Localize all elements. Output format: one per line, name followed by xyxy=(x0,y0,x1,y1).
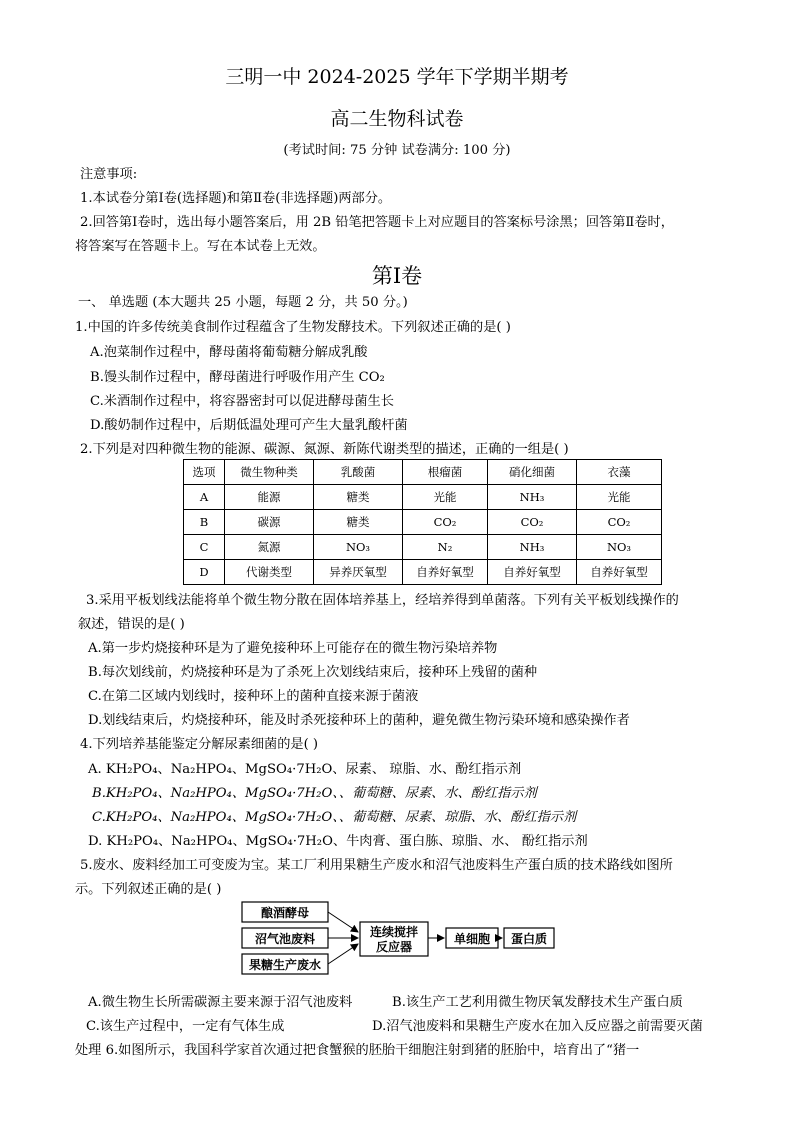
q2-table xyxy=(183,459,662,585)
q4-option-d: D. KH₂PO₄、Na₂HPO₄、MgSO₄·7H₂O、牛肉膏、蛋白胨、琼脂、水、 酚红指示剂 xyxy=(88,834,588,849)
table-cell: 光能 xyxy=(403,485,488,510)
table-cell: NO₃ xyxy=(577,535,662,560)
q3-option-b: B.每次划线前，灼烧接种环是为了杀死上次划线结束后，接种环上残留的菌种 xyxy=(88,665,538,680)
exam-info: (考试时间: 75 分钟 试卷满分: 100 分) xyxy=(283,143,511,158)
table-row xyxy=(184,560,662,585)
table-cell: 衣藻 xyxy=(577,460,662,485)
note-item-1: 1.本试卷分第Ⅰ卷(选择题)和第Ⅱ卷(非选择题)两部分。 xyxy=(80,191,392,206)
flow-arrow xyxy=(328,912,358,932)
flow-label-protein: 蛋白质 xyxy=(510,932,548,946)
q4-option-b: B.KH₂PO₄、Na₂HPO₄、MgSO₄·7H₂O、、葡萄糖、尿素、水、酚红指示剂 xyxy=(92,786,537,801)
volume-title: 第Ⅰ卷 xyxy=(371,264,423,288)
flow-node-yeast xyxy=(242,902,328,922)
flow-label-reactor-1: 连续搅拌 xyxy=(369,925,419,939)
flow-label-yeast: 酿酒酵母 xyxy=(260,906,310,920)
table-cell: 糖类 xyxy=(314,485,403,510)
q3-option-d: D.划线结束后，灼烧接种环，能及时杀死接种环上的菌种，避免微生物污染环境和感染操作者 xyxy=(88,713,630,728)
flow-node-protein xyxy=(504,928,554,948)
note-item-2-cont: 将答案写在答题卡上。写在本试卷上无效。 xyxy=(75,239,326,254)
flow-node-fructose-wastewater xyxy=(242,954,328,974)
q3-option-c: C.在第二区域内划线时，接种环上的菌种直接来源于菌液 xyxy=(88,689,419,704)
table-cell: 根瘤菌 xyxy=(403,460,488,485)
q1-stem: 1.中国的许多传统美食制作过程蕴含了生物发酵技术。下列叙述正确的是( ) xyxy=(75,320,511,335)
table-cell: CO₂ xyxy=(403,510,488,535)
q1-option-d: D.酸奶制作过程中，后期低温处理可产生大量乳酸杆菌 xyxy=(90,418,408,433)
table-cell: CO₂ xyxy=(488,510,577,535)
flow-label-fructose-wastewater: 果糖生产废水 xyxy=(248,958,322,972)
table-cell: 异养厌氧型 xyxy=(314,560,403,585)
table-row xyxy=(184,510,662,535)
q5-stem-cont: 示。下列叙述正确的是( ) xyxy=(75,882,222,897)
q4-option-c: C.KH₂PO₄、Na₂HPO₄、MgSO₄·7H₂O、、葡萄糖、尿素、琼脂、水、酚红指示剂 xyxy=(92,810,577,825)
q1-option-b: B.馒头制作过程中，酵母菌进行呼吸作用产生 CO₂ xyxy=(90,370,385,385)
q3-option-a: A.第一步灼烧接种环是为了避免接种环上可能存在的微生物污染培养物 xyxy=(88,641,498,656)
table-cell: N₂ xyxy=(403,535,488,560)
table-cell: 代谢类型 xyxy=(225,560,314,585)
flow-node-reactor xyxy=(360,922,428,956)
table-cell: CO₂ xyxy=(577,510,662,535)
flow-label-single-cell: 单细胞 xyxy=(453,932,491,946)
q5-option-b: B.该生产工艺利用微生物厌氧发酵技术生产蛋白质 xyxy=(392,995,683,1010)
table-cell: 选项 xyxy=(184,460,225,485)
flow-label-reactor-2: 反应器 xyxy=(375,940,413,954)
table-cell: A xyxy=(184,485,225,510)
table-cell: D xyxy=(184,560,225,585)
q5-stem: 5.废水、废料经加工可变废为宝。某工厂利用果糖生产废水和沼气池废料生产蛋白质的技术路线如图所 xyxy=(80,858,673,873)
q5-flow-diagram xyxy=(238,896,558,978)
table-cell: 自养好氧型 xyxy=(403,560,488,585)
flow-arrow xyxy=(328,944,358,964)
table-cell: NH₃ xyxy=(488,535,577,560)
section-heading: 一、 单选题 (本大题共 25 小题，每题 2 分，共 50 分。) xyxy=(78,295,408,310)
exam-title: 三明一中 2024-2025 学年下学期半期考 xyxy=(225,66,569,88)
q6-stem-start: 处理 6.如图所示，我国科学家首次通过把食蟹猴的胚胎干细胞注射到猪的胚胎中，培育出了“猪一 xyxy=(75,1043,640,1058)
q2-stem: 2.下列是对四种微生物的能源、碳源、氮源、新陈代谢类型的描述，正确的一组是( ) xyxy=(80,442,569,457)
table-cell: 乳酸菌 xyxy=(314,460,403,485)
table-row xyxy=(184,460,662,485)
table-cell: NO₃ xyxy=(314,535,403,560)
table-cell: 碳源 xyxy=(225,510,314,535)
table-cell: B xyxy=(184,510,225,535)
table-row xyxy=(184,535,662,560)
flow-label-biogas-waste: 沼气池废料 xyxy=(254,932,316,946)
q1-option-a: A.泡菜制作过程中，酵母菌将葡萄糖分解成乳酸 xyxy=(90,345,368,360)
table-cell: 自养好氧型 xyxy=(488,560,577,585)
exam-subtitle: 高二生物科试卷 xyxy=(330,108,464,130)
q5-option-a: A.微生物生长所需碳源主要来源于沼气池废料 xyxy=(88,995,353,1010)
table-cell: 微生物种类 xyxy=(225,460,314,485)
table-cell: 光能 xyxy=(577,485,662,510)
q5-option-d: D.沼气池废料和果糖生产废水在加入反应器之前需要灭菌 xyxy=(372,1019,703,1034)
q4-option-a: A. KH₂PO₄、Na₂HPO₄、MgSO₄·7H₂O、尿素、 琼脂、水、酚红指示剂 xyxy=(88,762,522,777)
table-cell: 自养好氧型 xyxy=(577,560,662,585)
flow-node-biogas-waste xyxy=(242,928,328,948)
q3-stem-cont: 叙述，错误的是( ) xyxy=(78,617,185,632)
table-cell: 能源 xyxy=(225,485,314,510)
flow-node-single-cell xyxy=(446,928,498,948)
table-row xyxy=(184,485,662,510)
table-cell: 糖类 xyxy=(314,510,403,535)
notes-heading: 注意事项: xyxy=(80,167,138,182)
q5-option-c: C.该生产过程中，一定有气体生成 xyxy=(86,1019,285,1034)
table-cell: NH₃ xyxy=(488,485,577,510)
table-cell: C xyxy=(184,535,225,560)
table-cell: 氮源 xyxy=(225,535,314,560)
note-item-2: 2.回答第Ⅰ卷时，选出每小题答案后，用 2B 铅笔把答题卡上对应题目的答案标号涂黑；回答第Ⅱ卷时， xyxy=(80,215,674,230)
q1-option-c: C.米酒制作过程中，将容器密封可以促进酵母菌生长 xyxy=(90,394,394,409)
q3-stem: 3.采用平板划线法能将单个微生物分散在固体培养基上，经培养得到单菌落。下列有关平板划线操作的 xyxy=(86,593,679,608)
q4-stem: 4.下列培养基能鉴定分解尿素细菌的是( ) xyxy=(80,737,319,752)
table-cell: 硝化细菌 xyxy=(488,460,577,485)
